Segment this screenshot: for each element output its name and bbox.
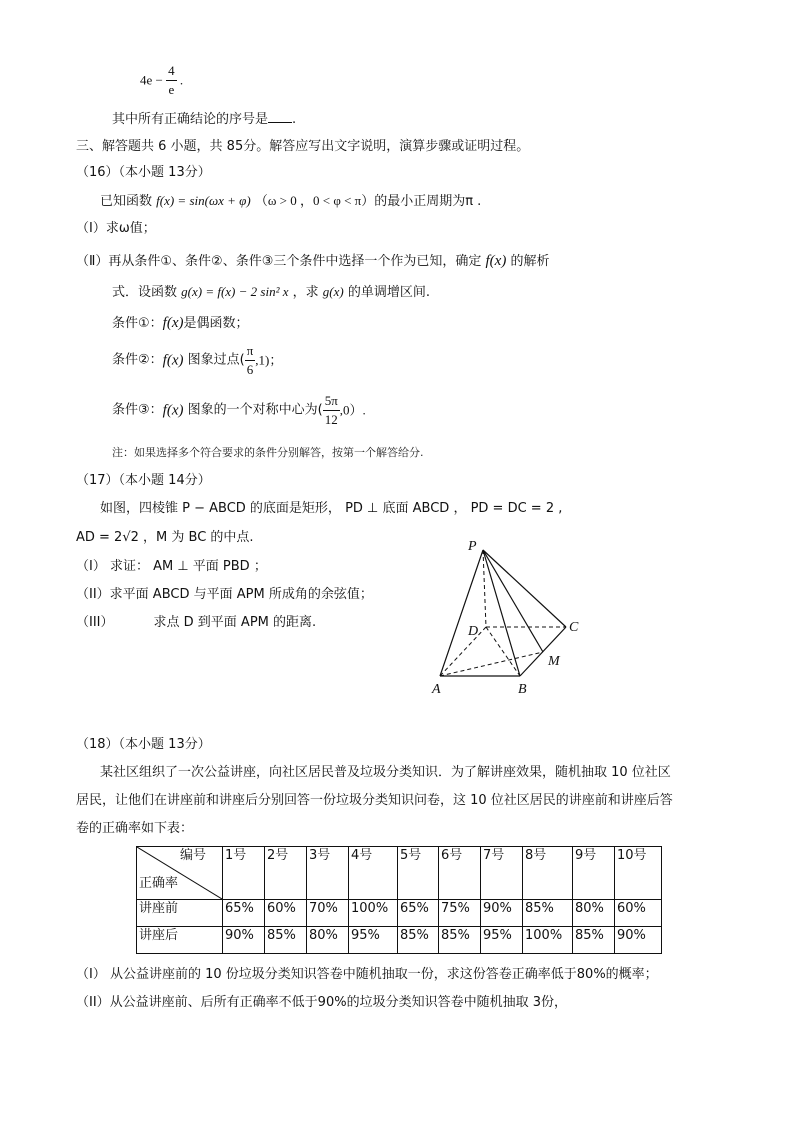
table-cell: 60% bbox=[265, 900, 307, 927]
condition-1-label: 条件①： bbox=[112, 316, 163, 331]
condition-3-end: ,0）. bbox=[339, 402, 366, 418]
fraction-denominator: e bbox=[168, 82, 175, 97]
col-header: 4号 bbox=[349, 847, 398, 900]
condition-2-end: ,1)； bbox=[255, 352, 283, 368]
label-D: D bbox=[468, 624, 479, 639]
q16-part1: （Ⅰ）求ω值； bbox=[76, 221, 156, 236]
q17-part3 bbox=[76, 614, 316, 632]
fraction bbox=[166, 62, 177, 99]
table-cell: 80% bbox=[307, 927, 349, 954]
function-expression: f(x) = sin(ωx + φ) bbox=[156, 193, 251, 208]
q18-header: （18）（本小题 13分） bbox=[76, 737, 211, 752]
label-C: C bbox=[569, 620, 579, 635]
table-cell: 100% bbox=[523, 927, 573, 954]
table-cell: 65% bbox=[398, 900, 439, 927]
q16-note: 注：如果选择多个符合要求的条件分别解答，按第一个解答给分. bbox=[112, 446, 424, 459]
col-header: 9号 bbox=[573, 847, 615, 900]
table-cell: 75% bbox=[439, 900, 481, 927]
table-cell: 85% bbox=[265, 927, 307, 954]
q17-part3-text: 求点 D 到平面 APM 的距离. bbox=[153, 615, 317, 630]
table-row bbox=[137, 927, 662, 954]
table-cell: 85% bbox=[439, 927, 481, 954]
corner-top-label: 编号 bbox=[179, 848, 206, 863]
edge-AM bbox=[440, 652, 543, 676]
q18-part2: （II）从公益讲座前、后所有正确率不低于90%的垃圾分类知识答卷中随机抽取 3份， bbox=[76, 995, 567, 1010]
q16-header: （16）（本小题 13分） bbox=[76, 165, 211, 180]
q16-part2-text: （Ⅱ）再从条件①、条件②、条件③三个条件中选择一个作为已知，确定 bbox=[76, 254, 486, 269]
col-header: 3号 bbox=[307, 847, 349, 900]
gx-symbol: g(x) bbox=[322, 284, 344, 299]
condition-1 bbox=[112, 314, 249, 333]
col-header: 2号 bbox=[265, 847, 307, 900]
expr-end: . bbox=[179, 72, 184, 88]
condition-3-denominator: 12 bbox=[324, 412, 338, 427]
conclusion-text: 其中所有正确结论的序号是 bbox=[112, 112, 269, 127]
condition-3-label: 条件③： bbox=[112, 402, 163, 418]
condition-1-text: 是偶函数； bbox=[183, 316, 249, 331]
col-header: 7号 bbox=[481, 847, 523, 900]
corner-bottom-label: 正确率 bbox=[139, 876, 179, 891]
q16-stem bbox=[100, 192, 481, 211]
fx-symbol: f(x) bbox=[485, 253, 507, 269]
table-cell: 85% bbox=[523, 900, 573, 927]
conclusion-line bbox=[112, 110, 296, 129]
q18-para-line2: 居民，让他们在讲座前和讲座后分别回答一份垃圾分类知识问卷，这 10 位社区居民的讲座前和讲座后答 bbox=[76, 793, 673, 808]
q17-part2: （II）求平面 ABCD 与平面 APM 所成角的余弦值； bbox=[76, 587, 373, 602]
table-cell: 100% bbox=[349, 900, 398, 927]
condition-2 bbox=[112, 342, 282, 379]
answer-blank bbox=[268, 110, 292, 123]
table-row bbox=[137, 900, 662, 927]
label-P: P bbox=[468, 539, 477, 554]
q17-stem-line1: 如图，四棱锥 P − ABCD 的底面是矩形， PD ⊥ 底面 ABCD ， PD = DC = 2 , bbox=[100, 501, 563, 516]
q16-part2-text-end: 的解析 bbox=[506, 254, 550, 269]
top-expression bbox=[140, 62, 183, 99]
condition-3-text: 图象的一个对称中心为( bbox=[183, 402, 323, 418]
col-header: 6号 bbox=[439, 847, 481, 900]
q16-part2-line2-text: 式．设函数 bbox=[112, 285, 182, 300]
edge-PB bbox=[483, 550, 520, 676]
table-cell: 60% bbox=[615, 900, 662, 927]
parameter-conditions: （ω > 0 ，0 < φ < π） bbox=[254, 193, 375, 208]
condition-2-fraction bbox=[245, 342, 256, 379]
q17-part1: （I） 求证： AM ⊥ 平面 PBD ； bbox=[76, 559, 267, 574]
pyramid-figure bbox=[420, 530, 600, 705]
table-cell: 85% bbox=[573, 927, 615, 954]
q18-part1: （I） 从公益讲座前的 10 份垃圾分类知识答卷中随机抽取一份，求这份答卷正确率低于80%的概率； bbox=[76, 967, 658, 982]
row-label: 讲座后 bbox=[137, 927, 223, 954]
accuracy-table bbox=[136, 846, 662, 954]
condition-2-denominator: 6 bbox=[246, 362, 254, 377]
condition-3-numerator: 5π bbox=[323, 392, 340, 411]
table-cell: 95% bbox=[481, 927, 523, 954]
table-cell: 70% bbox=[307, 900, 349, 927]
label-M: M bbox=[548, 654, 560, 669]
edge-PD bbox=[483, 550, 486, 627]
table-cell: 90% bbox=[481, 900, 523, 927]
q16-part2-line2 bbox=[112, 283, 430, 302]
edge-PC bbox=[483, 550, 566, 627]
table-cell: 65% bbox=[223, 900, 265, 927]
table-cell: 85% bbox=[398, 927, 439, 954]
fraction-numerator: 4 bbox=[166, 62, 177, 81]
label-A: A bbox=[432, 682, 441, 697]
edge-DB bbox=[486, 627, 520, 676]
col-header: 8号 bbox=[523, 847, 573, 900]
expr-lead: 4e − bbox=[140, 72, 163, 88]
table-cell: 80% bbox=[573, 900, 615, 927]
condition-2-text: 图象过点( bbox=[183, 352, 245, 368]
condition-3-fx: f(x) bbox=[162, 402, 184, 419]
edge-PA bbox=[440, 550, 483, 676]
condition-3-fraction bbox=[323, 392, 340, 429]
condition-2-numerator: π bbox=[245, 342, 256, 361]
gx-definition: g(x) = f(x) − 2 sin² x bbox=[181, 284, 289, 299]
q17-stem-line2: AD = 2√2 ，M 为 BC 的中点. bbox=[76, 530, 254, 545]
q17-part3-label: （III） bbox=[76, 615, 114, 630]
q16-stem-end: 的最小正周期为π . bbox=[374, 194, 482, 209]
row-label: 讲座前 bbox=[137, 900, 223, 927]
table-corner-cell bbox=[137, 847, 223, 900]
q16-part2-line2-end: 的单调增区间. bbox=[343, 285, 430, 300]
table-header-row bbox=[137, 847, 662, 900]
q17-header: （17）（本小题 14分） bbox=[76, 473, 211, 488]
table-cell: 90% bbox=[223, 927, 265, 954]
table-cell: 90% bbox=[615, 927, 662, 954]
condition-1-fx: f(x) bbox=[162, 315, 184, 331]
q18-para-line3: 卷的正确率如下表： bbox=[76, 821, 194, 836]
condition-2-label: 条件②： bbox=[112, 352, 163, 368]
condition-2-fx: f(x) bbox=[162, 352, 184, 369]
q16-part2-line2-mid: ，求 bbox=[288, 285, 323, 300]
edge-DA bbox=[440, 627, 486, 676]
condition-3 bbox=[112, 392, 366, 429]
label-B: B bbox=[518, 682, 527, 697]
col-header: 5号 bbox=[398, 847, 439, 900]
col-header: 10号 bbox=[615, 847, 662, 900]
q16-stem-text: 已知函数 bbox=[100, 194, 157, 209]
q16-part2-line1 bbox=[76, 252, 549, 271]
section-heading: 三、解答题共 6 小题，共 85分。解答应写出文字说明，演算步骤或证明过程。 bbox=[76, 139, 530, 154]
table-cell: 95% bbox=[349, 927, 398, 954]
conclusion-end: . bbox=[292, 112, 297, 127]
edge-PM bbox=[483, 550, 543, 652]
col-header: 1号 bbox=[223, 847, 265, 900]
q18-para-line1: 某社区组织了一次公益讲座，向社区居民普及垃圾分类知识．为了解讲座效果，随机抽取 10 位社区 bbox=[100, 765, 671, 780]
